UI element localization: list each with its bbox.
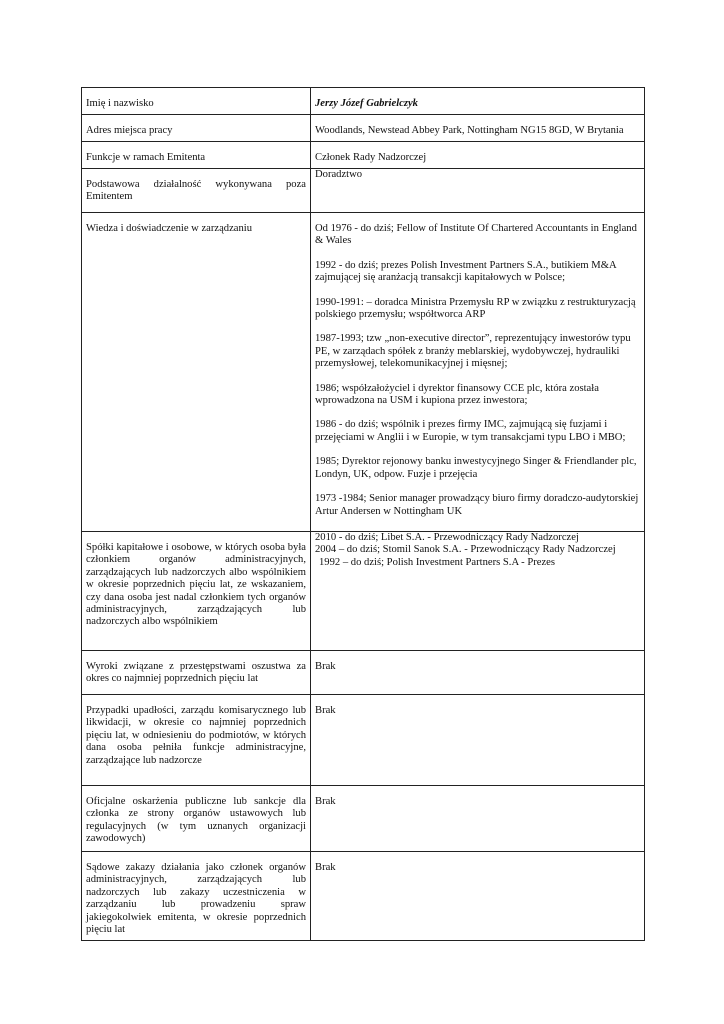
table-row — [82, 695, 645, 786]
row-value: Brak — [311, 651, 645, 695]
table-row — [82, 786, 645, 852]
table-row — [82, 651, 645, 695]
person-name: Jerzy Józef Gabrielczyk — [311, 88, 645, 115]
row-label: Spółki kapitałowe i osobowe, w których osoba była członkiem organów administracyjnych, zarządzających lub nadzorczych albo wspólnikiem w okresie poprzednich pięciu lat, ze wskazaniem, czy dana osoba jest nadal członkiem tych organów administracyjnych, zarządzających lub nadzorczych albo wspólnikiem — [82, 532, 311, 651]
table-row — [82, 169, 645, 213]
company-entry: 2004 – do dziś; Stomil Sanok S.A. - Przewodniczący Rady Nadzorczej — [315, 544, 616, 556]
experience-entry: 1986; współzałożyciel i dyrektor finansowy CCE plc, która została wprowadzona na USM i kupiona przez inwestora; — [315, 382, 599, 407]
company-entry: 1992 – do dziś; Polish Investment Partners S.A - Prezes — [319, 556, 555, 568]
row-label: Przypadki upadłości, zarządu komisarycznego lub likwidacji, w okresie co najmniej poprzednich pięciu lat, w odniesieniu do podmiotów, w których dana osoba pełniła funkcje administracyjne, zarządzające lub nadzorcze — [82, 695, 311, 786]
row-label: Podstawowa działalność wykonywana poza Emitentem — [82, 169, 311, 213]
work-address: Woodlands, Newstead Abbey Park, Nottingham NG15 8GD, W Brytania — [311, 115, 645, 142]
row-label: Sądowe zakazy działania jako członek organów administracyjnych, zarządzających lub nadzorczych lub zakazy uczestniczenia w zarządzaniu lub prowadzeniu spraw jakiegokolwiek emitenta, w okresie poprzednich pięciu lat — [82, 852, 311, 941]
experience-entry: 1987-1993; tzw „non-executive director”, reprezentujący inwestorów typu PE, w zarządach spółek z branży meblarskiej, wydobywczej, hydrauliki przemysłowej, telekomunikacyjnej i mięsnej; — [315, 333, 631, 370]
issuer-function: Członek Rady Nadzorczej — [311, 142, 645, 169]
table-row — [82, 532, 645, 651]
row-label: Oficjalne oskarżenia publiczne lub sankcje dla członka ze strony organów ustawowych lub regulacyjnych (w tym uznanych organizacji zawodowych) — [82, 786, 311, 852]
main-activity: Doradztwo — [311, 169, 645, 213]
experience-cell — [311, 213, 645, 532]
biography-table — [81, 87, 645, 941]
experience-entry: 1992 - do dziś; prezes Polish Investment Partners S.A., butikiem M&A zajmującej się aranżacją transakcji kapitałowych w Polsce; — [315, 259, 617, 284]
row-value: Brak — [311, 852, 645, 941]
table-row — [82, 142, 645, 169]
experience-entry: 1985; Dyrektor rejonowy banku inwestycyjnego Singer & Friendlander plc, Londyn, UK, odpow. Fuzje i przejęcia — [315, 456, 637, 480]
table-row — [82, 213, 645, 532]
row-label: Wyroki związane z przestępstwami oszustwa za okres co najmniej poprzednich pięciu lat — [82, 651, 311, 695]
company-entry: 2010 - do dziś; Libet S.A. - Przewodniczący Rady Nadzorczej — [315, 532, 579, 543]
table-row — [82, 88, 645, 115]
companies-cell — [311, 532, 645, 651]
row-label: Imię i nazwisko — [82, 88, 311, 115]
row-value: Brak — [311, 786, 645, 852]
experience-entry: 1986 - do dziś; wspólnik i prezes firmy IMC, zajmującą się fuzjami i przejęciami w Anglii i w Europie, w tym transakcjami typu LBO i MBO; — [315, 419, 626, 443]
experience-entry: 1973 -1984; Senior manager prowadzący biuro firmy doradczo-audytorskiej Artur Andersen w Nottingham UK — [315, 493, 639, 517]
row-value: Brak — [311, 695, 645, 786]
table-row — [82, 115, 645, 142]
table-row — [82, 852, 645, 941]
experience-entry: Od 1976 - do dziś; Fellow of Institute Of Chartered Accountants in England & Wales — [315, 223, 637, 247]
experience-entry: 1990-1991: – doradca Ministra Przemysłu RP w związku z restrukturyzacją polskiego przemysłu; współtworca ARP — [315, 296, 636, 321]
row-label: Wiedza i doświadczenie w zarządzaniu — [82, 213, 311, 532]
row-label: Adres miejsca pracy — [82, 115, 311, 142]
row-label: Funkcje w ramach Emitenta — [82, 142, 311, 169]
